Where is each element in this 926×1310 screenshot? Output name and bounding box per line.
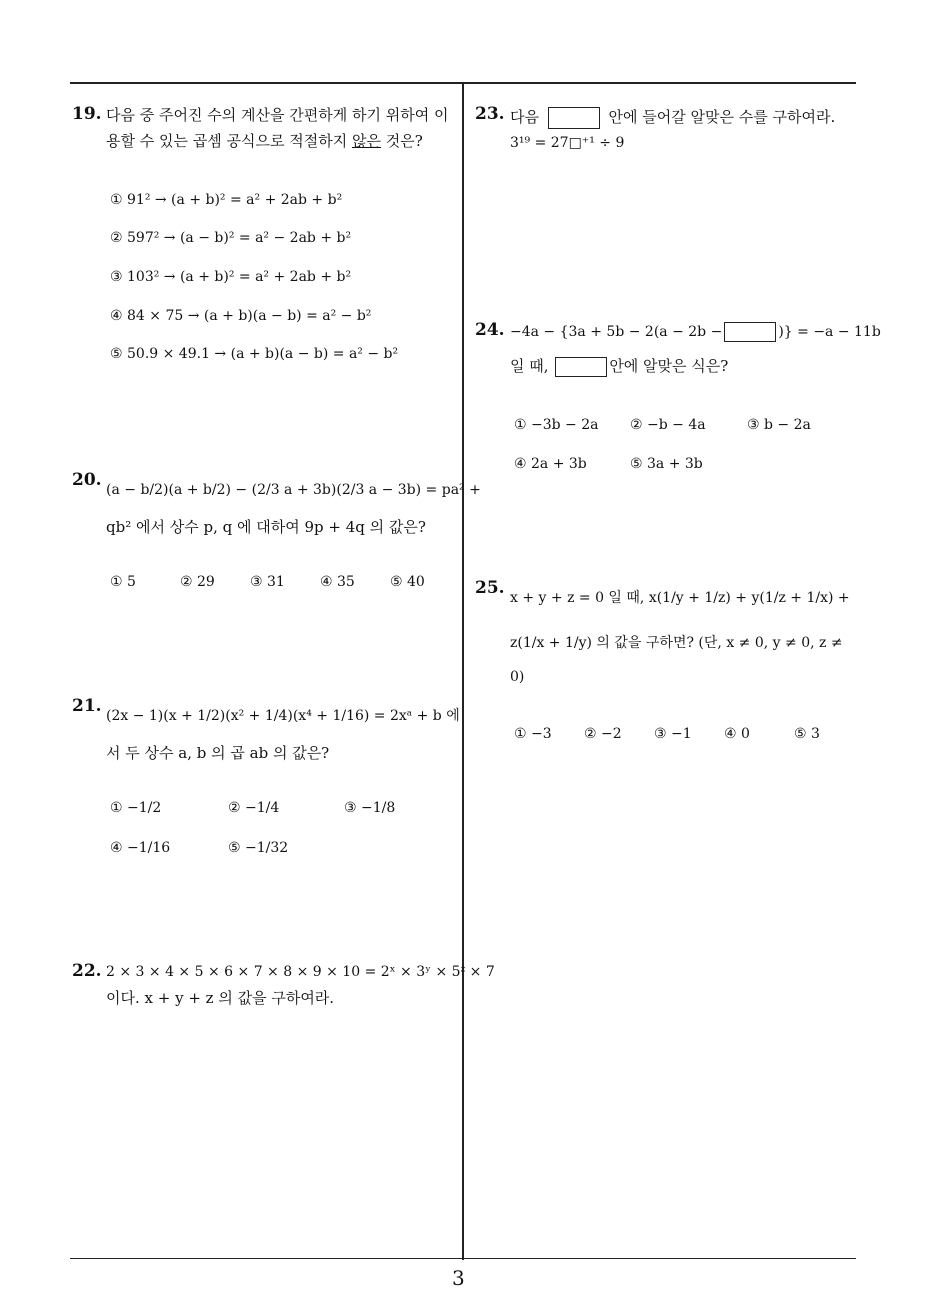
q24-option-1[interactable]: ① −3b − 2a xyxy=(514,417,599,433)
q20-option-2[interactable]: ② 29 xyxy=(180,574,215,590)
q22-line2: 이다. x + y + z 의 값을 구하여라. xyxy=(106,989,335,1007)
q24-number: 24. xyxy=(475,320,505,340)
column-divider xyxy=(462,82,464,1260)
q25-line2: z(1/x + 1/y) 의 값을 구하면? (단, x ≠ 0, y ≠ 0, z ≠ xyxy=(510,635,843,651)
q20-option-4[interactable]: ④ 35 xyxy=(320,574,355,590)
q21-option-4[interactable]: ④ −1/16 xyxy=(110,840,171,856)
q21-option-1[interactable]: ① −1/2 xyxy=(110,800,162,816)
q19-line2-b: 것은? xyxy=(380,132,423,150)
q19-line2 xyxy=(106,131,423,151)
q20-option-1[interactable]: ① 5 xyxy=(110,574,136,590)
q23-number: 23. xyxy=(475,104,505,124)
q21-option-5[interactable]: ⑤ −1/32 xyxy=(228,840,289,856)
q19-line2-a: 용할 수 있는 곱셈 공식으로 적절하지 xyxy=(106,132,352,150)
q24-line2-a: 일 때, xyxy=(510,357,549,375)
q24-option-5[interactable]: ⑤ 3a + 3b xyxy=(630,456,703,472)
q24-line2 xyxy=(510,356,728,377)
q25-option-3[interactable]: ③ −1 xyxy=(654,726,692,742)
q19-option-5[interactable]: ⑤ 50.9 × 49.1 → (a + b)(a − b) = a² − b² xyxy=(110,346,399,362)
q19-option-2[interactable]: ② 597² → (a − b)² = a² − 2ab + b² xyxy=(110,230,352,246)
q21-option-2[interactable]: ② −1/4 xyxy=(228,800,280,816)
q23-line1 xyxy=(510,107,835,129)
q24-blank-box xyxy=(724,322,776,342)
q19-option-3[interactable]: ③ 103² → (a + b)² = a² + 2ab + b² xyxy=(110,269,352,285)
q19-option-1[interactable]: ① 91² → (a + b)² = a² + 2ab + b² xyxy=(110,192,343,208)
q24-line1-b: )} = −a − 11b xyxy=(778,324,881,340)
q25-line3: 0) xyxy=(510,669,525,685)
q21-line2: 서 두 상수 a, b 의 곱 ab 의 값은? xyxy=(106,744,330,762)
q20-option-3[interactable]: ③ 31 xyxy=(250,574,285,590)
q22-line1: 2 × 3 × 4 × 5 × 6 × 7 × 8 × 9 × 10 = 2ˣ × 3ʸ × 5ᶻ × 7 xyxy=(106,964,495,980)
q20-number: 20. xyxy=(72,470,102,490)
q23-answer-box xyxy=(548,107,600,129)
q24-line1-a: −4a − {3a + 5b − 2(a − 2b − xyxy=(510,324,723,340)
q21-option-3[interactable]: ③ −1/8 xyxy=(344,800,396,816)
q25-option-2[interactable]: ② −2 xyxy=(584,726,622,742)
q21-line1: (2x − 1)(x + 1/2)(x² + 1/4)(x⁴ + 1/16) = 2xᵃ + b 에 xyxy=(106,708,460,724)
q22-number: 22. xyxy=(72,961,102,981)
q24-answer-box xyxy=(555,357,607,377)
q25-number: 25. xyxy=(475,578,505,598)
q24-option-2[interactable]: ② −b − 4a xyxy=(630,417,706,433)
q25-option-1[interactable]: ① −3 xyxy=(514,726,552,742)
q24-option-4[interactable]: ④ 2a + 3b xyxy=(514,456,587,472)
q19-line1: 다음 중 주어진 수의 계산을 간편하게 하기 위하여 이 xyxy=(106,106,449,124)
q24-line2-b: 안에 알맞은 식은? xyxy=(609,357,729,375)
q20-line2: qb² 에서 상수 p, q 에 대하여 9p + 4q 의 값은? xyxy=(106,518,426,536)
q20-option-5[interactable]: ⑤ 40 xyxy=(390,574,425,590)
q24-line1 xyxy=(510,322,881,342)
q23-line2: 3¹⁹ = 27□⁺¹ ÷ 9 xyxy=(510,135,625,151)
page-number: 3 xyxy=(452,1266,465,1290)
q19-line2-underlined: 않은 xyxy=(351,132,381,150)
q24-option-3[interactable]: ③ b − 2a xyxy=(747,417,811,433)
bottom-rule xyxy=(70,1258,856,1259)
q20-line1: (a − b/2)(a + b/2) − (2/3 a + 3b)(2/3 a − 3b) = pa² + xyxy=(106,482,481,498)
q25-option-5[interactable]: ⑤ 3 xyxy=(794,726,820,742)
q25-line1: x + y + z = 0 일 때, x(1/y + 1/z) + y(1/z + 1/x) + xyxy=(510,590,850,606)
q21-number: 21. xyxy=(72,696,102,716)
q19-option-4[interactable]: ④ 84 × 75 → (a + b)(a − b) = a² − b² xyxy=(110,308,372,324)
q19-number: 19. xyxy=(72,104,102,124)
q23-line1-b: 안에 들어갈 알맞은 수를 구하여라. xyxy=(608,108,836,126)
q23-line1-a: 다음 xyxy=(510,108,539,126)
q25-option-4[interactable]: ④ 0 xyxy=(724,726,750,742)
